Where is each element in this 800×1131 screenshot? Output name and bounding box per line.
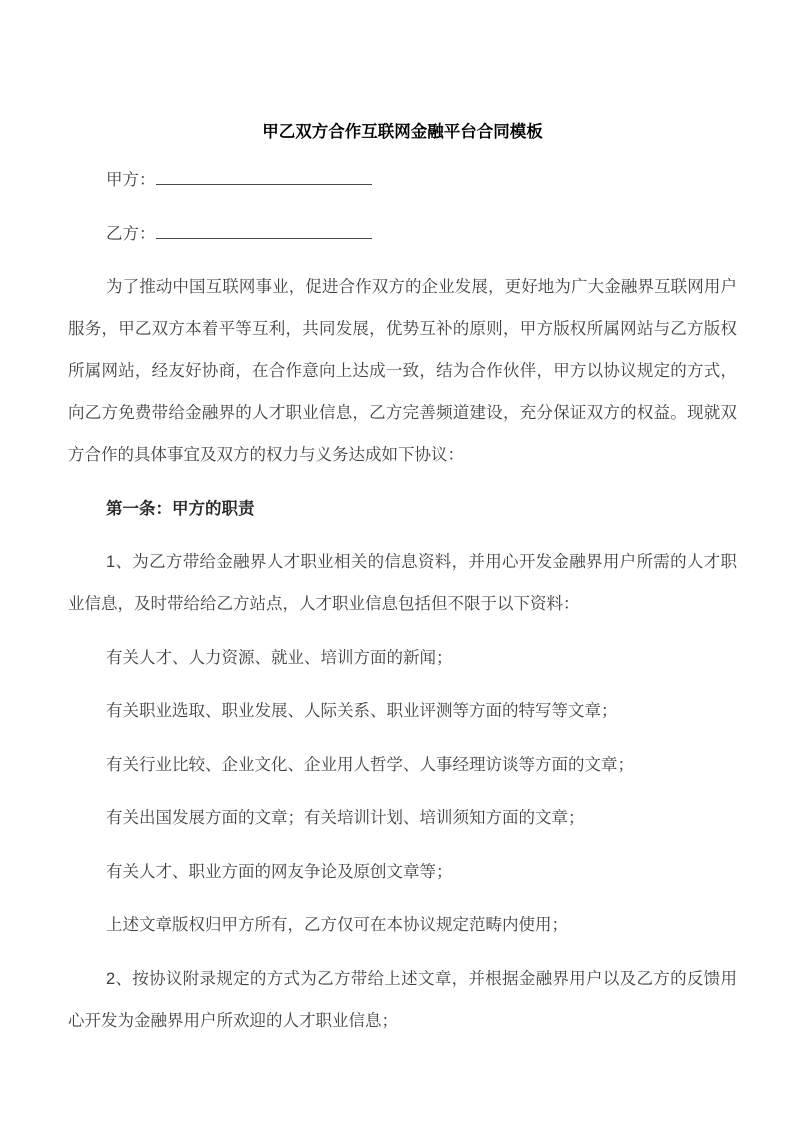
clause-1-paragraph: 1、为乙方带给金融界人才职业相关的信息资料，并用心开发金融界用户所需的人才职业信息，及时带给给乙方站点，人才职业信息包括但不限于以下资料： <box>68 553 737 613</box>
party-b-blank-underline <box>156 238 372 239</box>
info-item-career-features: 有关职业选取、职业发展、人际关系、职业评测等方面的特写等文章； <box>106 702 618 720</box>
party-a-blank-underline <box>156 184 372 185</box>
party-b-line <box>68 213 737 255</box>
party-a-line <box>68 159 737 201</box>
info-item-user-discussions: 有关人才、职业方面的网友争论及原创文章等； <box>106 862 453 881</box>
section-1-heading: 第一条：甲方的职责 <box>106 499 255 518</box>
info-item-news: 有关人才、人力资源、就业、培训方面的新闻； <box>106 648 453 667</box>
clause-2-paragraph: 2、按协议附录规定的方式为乙方带给上述文章，并根据金融界用户以及乙方的反馈用心开发为金融界用户所欢迎的人才职业信息； <box>68 969 737 1030</box>
intro-paragraph: 为了推动中国互联网事业，促进合作双方的企业发展，更好地为广大金融界互联网用户服务，甲乙双方本着平等互利，共同发展，优势互补的原则，甲方版权所属网站与乙方版权所属网站，经友好协商，在合作意向上达成一致，结为合作伙伴，甲方以协议规定的方式，向乙方免费带给金融界的人才职业信息，乙方完善频道建设，充分保证双方的权益。现就双方合作的具体事宜及双方的权力与义务达成如下协议： <box>68 278 737 464</box>
info-item-abroad-training: 有关出国发展方面的文章；有关培训计划、培训须知方面的文章； <box>106 809 585 827</box>
party-a-label: 甲方： <box>106 171 156 189</box>
document-title: 甲乙双方合作互联网金融平台合同模板 <box>262 123 543 141</box>
info-item-industry-articles: 有关行业比较、企业文化、企业用人哲学、人事经理访谈等方面的文章； <box>106 755 634 774</box>
party-b-label: 乙方： <box>106 224 156 243</box>
info-item-copyright-note: 上述文章版权归甲方所有，乙方仅可在本协议规定范畴内使用； <box>106 916 568 934</box>
